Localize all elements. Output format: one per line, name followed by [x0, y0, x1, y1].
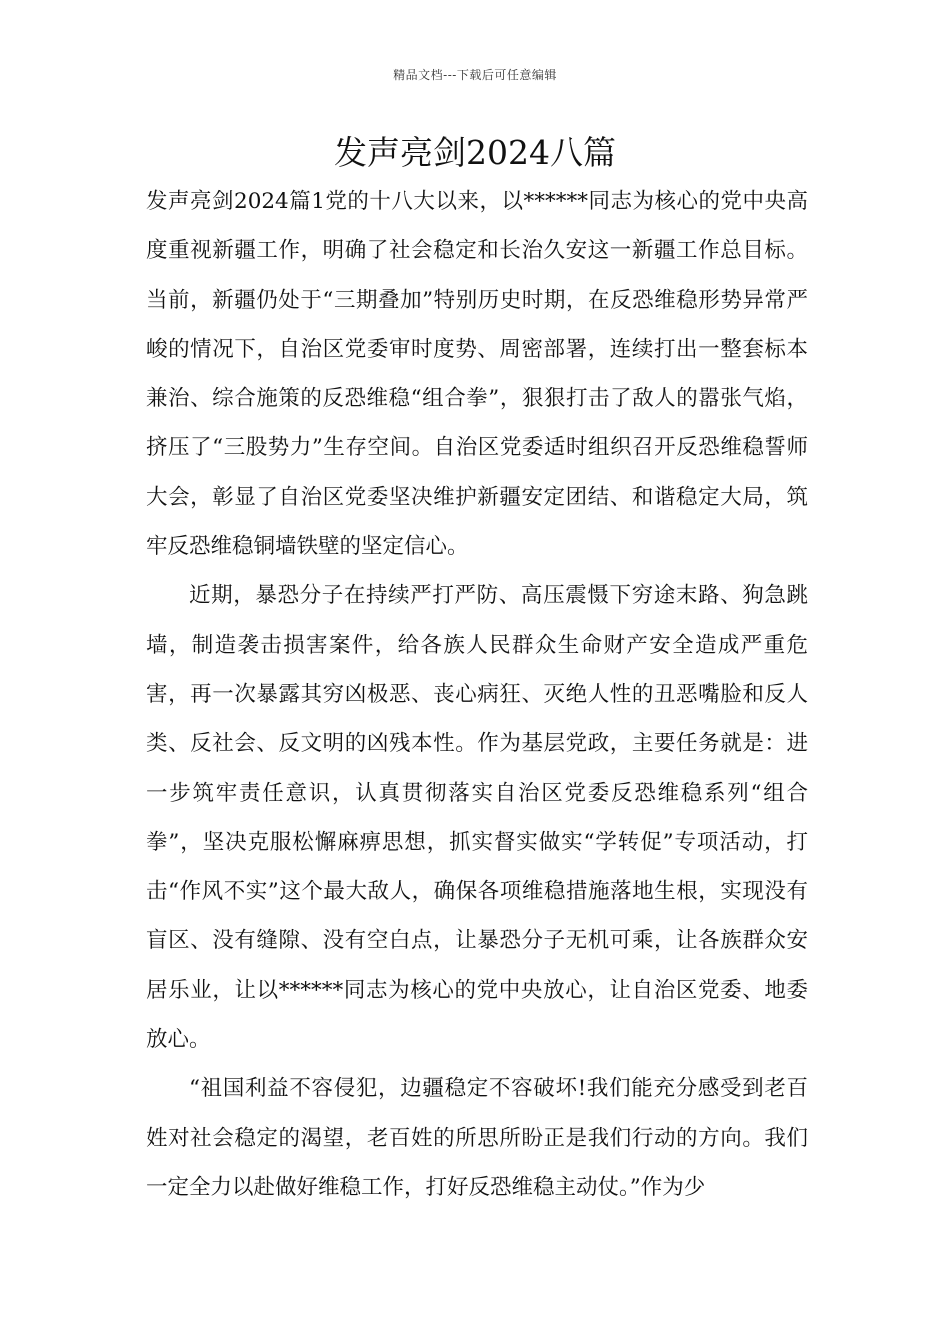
header-note: 精品文档---下载后可任意编辑: [393, 68, 557, 82]
document-body: [146, 177, 808, 1212]
paragraph-3: “祖国利益不容侵犯，边疆稳定不容破坏!我们能充分感受到老百姓对社会稳定的渴望，老百姓的所思所盼正是我们行动的方向。我们一定全力以赴做好维稳工作，打好反恐维稳主动仗。”作为少: [146, 1076, 808, 1200]
document-title: 发声亮剑2024八篇: [334, 133, 616, 172]
paragraph-2: 近期，暴恐分子在持续严打严防、高压震慑下穷途末路、狗急跳墙，制造袭击损害案件，给各族人民群众生命财产安全造成严重危害，再一次暴露其穷凶极恶、丧心病狂、灭绝人性的丑恶嘴脸和反人类、反社会、反文明的凶残本性。作为基层党政，主要任务就是：进一步筑牢责任意识，认真贯彻落实自治区党委反恐维稳系列“组合拳”，坚决克服松懈麻痹思想，抓实督实做实“学转促”专项活动，打击“作风不实”这个最大敌人，确保各项维稳措施落地生根，实现没有盲区、没有缝隙、没有空白点，让暴恐分子无机可乘，让各族群众安居乐业，让以******同志为核心的党中央放心，让自治区党委、地委放心。: [146, 583, 808, 1053]
paragraph-1: 发声亮剑2024篇1党的十八大以来，以******同志为核心的党中央高度重视新疆工作，明确了社会稳定和长治久安这一新疆工作总目标。当前，新疆仍处于“三期叠加”特别历史时期，在反恐维稳形势异常严峻的情况下，自治区党委审时度势、周密部署，连续打出一整套标本兼治、综合施策的反恐维稳“组合拳”，狠狠打击了敌人的嚣张气焰，挤压了“三股势力”生存空间。自治区党委适时组织召开反恐维稳誓师大会，彰显了自治区党委坚决维护新疆安定团结、和谐稳定大局，筑牢反恐维稳铜墙铁壁的坚定信心。: [146, 189, 808, 560]
